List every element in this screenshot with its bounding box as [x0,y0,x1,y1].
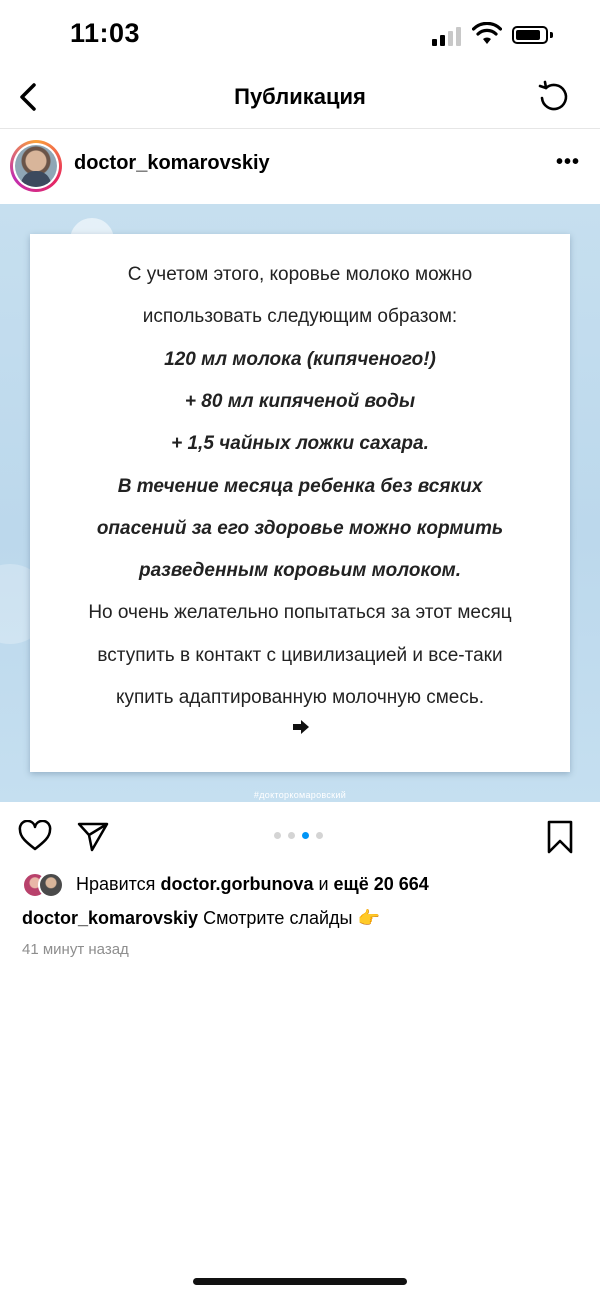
slide-text-line: Но очень желательно попытаться за этот месяц [88,602,512,624]
wifi-icon [472,22,502,46]
slide-text-line: купить адаптированную молочную смесь. [115,687,485,708]
refresh-button[interactable] [537,78,571,118]
signal-icon [432,26,464,46]
likes-prefix: Нравится [76,874,156,894]
heart-icon[interactable] [18,820,52,852]
send-icon[interactable] [77,820,109,852]
slide-text-line: + 1,5 чайных ложки сахара. [171,433,429,455]
slide-text-line: В течение месяца ребенка без всяких [117,475,483,497]
likes-row [22,870,582,902]
battery-icon [512,26,548,44]
carousel-dot [288,832,295,839]
more-options-button[interactable]: ••• [556,151,581,173]
slide-card [30,234,570,772]
post-timestamp: 41 минут назад [22,941,129,958]
bookmark-icon[interactable] [546,820,574,854]
avatar[interactable] [10,140,62,192]
page-title: Публикация [234,84,366,109]
slide-text-line: использовать следующим образом: [142,306,458,328]
likes-count[interactable]: ещё 20 664 [333,874,429,894]
liker-username[interactable]: doctor.gorbunova [160,874,314,894]
caption-text: Смотрите слайды 👉 [203,908,380,928]
liker-avatar [38,872,64,898]
likes-text[interactable] [76,874,429,895]
carousel-dot [274,832,281,839]
post-username[interactable]: doctor_komarovskiy [74,152,270,174]
nav-bar [0,70,600,129]
action-bar [0,802,600,870]
slide-text-line: разведенным коровьим молоком. [138,560,462,582]
caption [22,908,380,929]
arrow-right-icon [292,720,310,734]
likes-conjunction: и [318,874,329,894]
slide-text-line: опасений за его здоровье можно кормить [96,517,504,539]
status-time: 11:03 [70,18,141,48]
slide-text-line: вступить в контакт с цивилизацией и все-таки [97,644,503,666]
slide-text-line: 120 мл молока (кипяченого!) [164,348,436,370]
home-indicator [193,1278,407,1285]
status-bar [0,0,600,70]
carousel-dot [302,832,309,839]
caption-username[interactable]: doctor_komarovskiy [22,908,199,928]
post-header [0,128,600,204]
watermark: #докторкомаровский [253,790,347,800]
post-image[interactable] [0,204,600,802]
carousel-dot [316,832,323,839]
slide-text-line: + 80 мл кипяченой воды [184,390,416,412]
slide-text-line: С учетом этого, коровье молоко можно [127,264,473,285]
